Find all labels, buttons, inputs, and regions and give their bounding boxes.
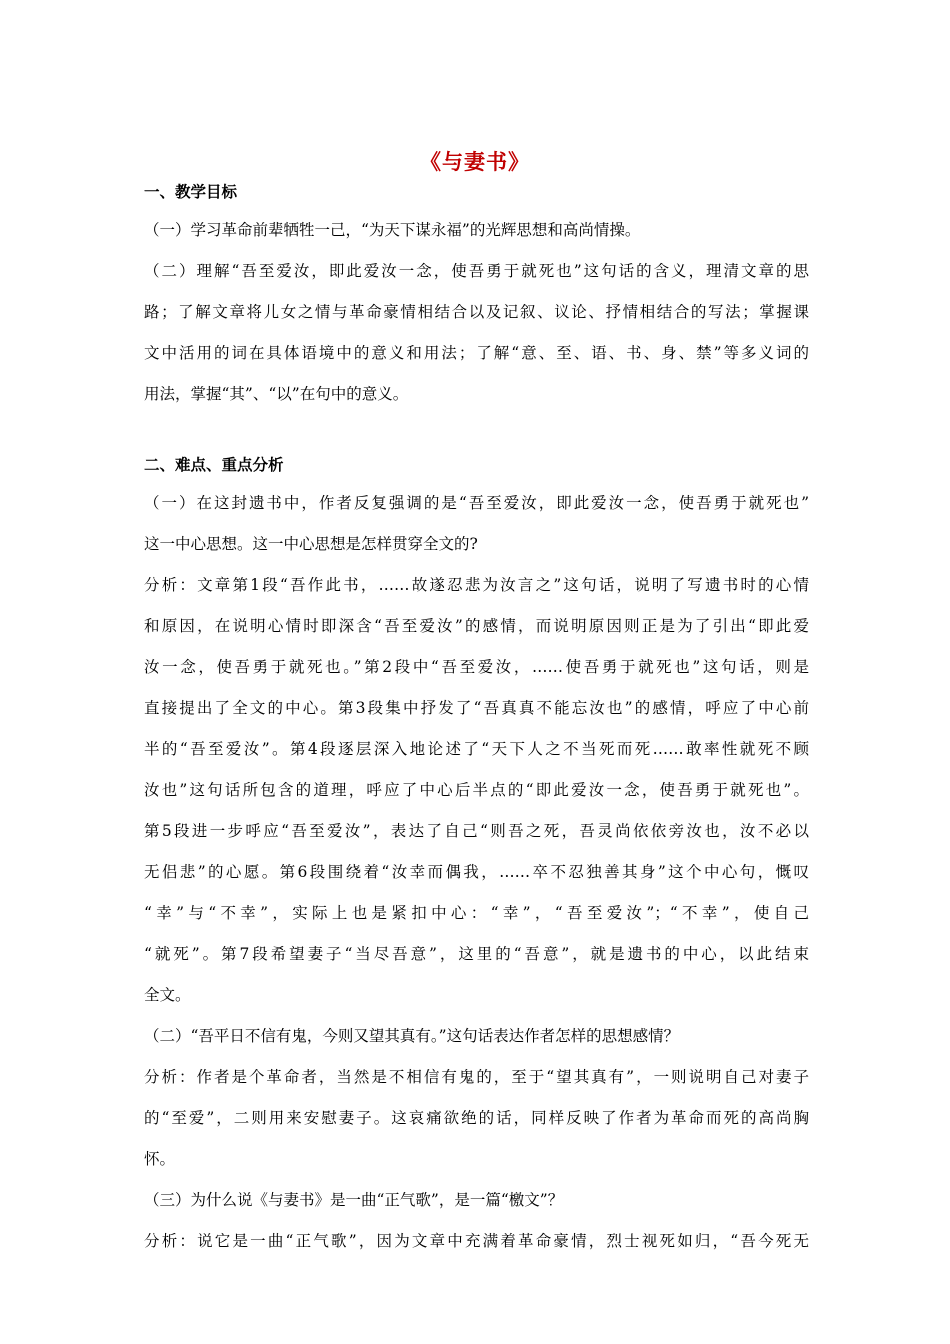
paragraph-line: “就死”。第7段希望妻子“当尽吾意”，这里的“吾意”，就是遗书的中心，以此结束 xyxy=(144,945,809,963)
document-body xyxy=(144,174,809,1262)
document-title: 《与妻书》 xyxy=(420,150,530,174)
paragraph-line: （一）学习革命前辈牺牲一己，“为天下谋永福”的光辉思想和高尚情操。 xyxy=(144,221,641,239)
paragraph-line: 路；了解文章将儿女之情与革命豪情相结合以及记叙、议论、抒情相结合的写法；掌握课 xyxy=(144,303,809,321)
section-heading-teaching-goals: 一、教学目标 xyxy=(144,183,238,201)
section-gap xyxy=(144,415,809,447)
paragraph-line: 汝也”这句话所包含的道理，呼应了中心后半点的“即此爱汝一念，使吾勇于就死也”。 xyxy=(144,781,809,799)
paragraph-line: 的“至爱”，二则用来安慰妻子。这哀痛欲绝的话，同样反映了作者为革命而死的高尚胸 xyxy=(144,1109,809,1127)
paragraph-line: “幸”与“不幸”，实际上也是紧扣中心：“幸”，“吾至爱汝”；“不幸”，使自己 xyxy=(144,904,809,922)
paragraph-line: （一）在这封遗书中，作者反复强调的是“吾至爱汝，即此爱汝一念，使吾勇于就死也” xyxy=(144,494,809,512)
paragraph-line: 分析：文章第1段“吾作此书，……故遂忍悲为汝言之”这句话，说明了写遗书时的心情 xyxy=(144,576,809,594)
paragraph-line: 分析：作者是个革命者，当然是不相信有鬼的，至于“望其真有”，一则说明自己对妻子 xyxy=(144,1068,809,1086)
paragraph-line: 分析：说它是一曲“正气歌”，因为文章中充满着革命豪情，烈士视死如归，“吾今死无 xyxy=(144,1232,809,1250)
paragraph-line: 全文。 xyxy=(144,986,191,1004)
paragraph-line: 文中活用的词在具体语境中的意义和用法；了解“意、至、语、书、身、禁”等多义词的 xyxy=(144,344,809,362)
paragraph-line: 和原因，在说明心情时即深含“吾至爱汝”的感情，而说明原因则正是为了引出“即此爱 xyxy=(144,617,809,635)
paragraph-line: （二）理解“吾至爱汝，即此爱汝一念，使吾勇于就死也”这句话的含义，理清文章的思 xyxy=(144,262,809,280)
paragraph-line: （三）为什么说《与妻书》是一曲“正气歌”，是一篇“檄文”？ xyxy=(144,1191,564,1209)
paragraph-line: 这一中心思想。这一中心思想是怎样贯穿全文的? xyxy=(144,535,478,553)
section-heading-key-points: 二、难点、重点分析 xyxy=(144,456,284,474)
paragraph-line: （二）“吾平日不信有鬼，今则又望其真有。”这句话表达作者怎样的思想感情？ xyxy=(144,1027,680,1045)
paragraph-line: 汝一念，使吾勇于就死也。”第2段中“吾至爱汝，……使吾勇于就死也”这句话，则是 xyxy=(144,658,809,676)
paragraph-line: 直接提出了全文的中心。第3段集中抒发了“吾真真不能忘汝也”的感情，呼应了中心前 xyxy=(144,699,809,717)
paragraph-line: 怀。 xyxy=(144,1150,176,1168)
paragraph-line: 用法，掌握“其”、“以”在句中的意义。 xyxy=(144,385,409,403)
paragraph-line: 无侣悲”的心愿。第6段围绕着“汝幸而偶我，……卒不忍独善其身”这个中心句，慨叹 xyxy=(144,863,809,881)
paragraph-line: 第5段进一步呼应“吾至爱汝”，表达了自己“则吾之死，吾灵尚依依旁汝也，汝不必以 xyxy=(144,822,809,840)
paragraph-line: 半的“吾至爱汝”。第4段逐层深入地论述了“天下人之不当死而死……敢率性就死不顾 xyxy=(144,740,809,758)
